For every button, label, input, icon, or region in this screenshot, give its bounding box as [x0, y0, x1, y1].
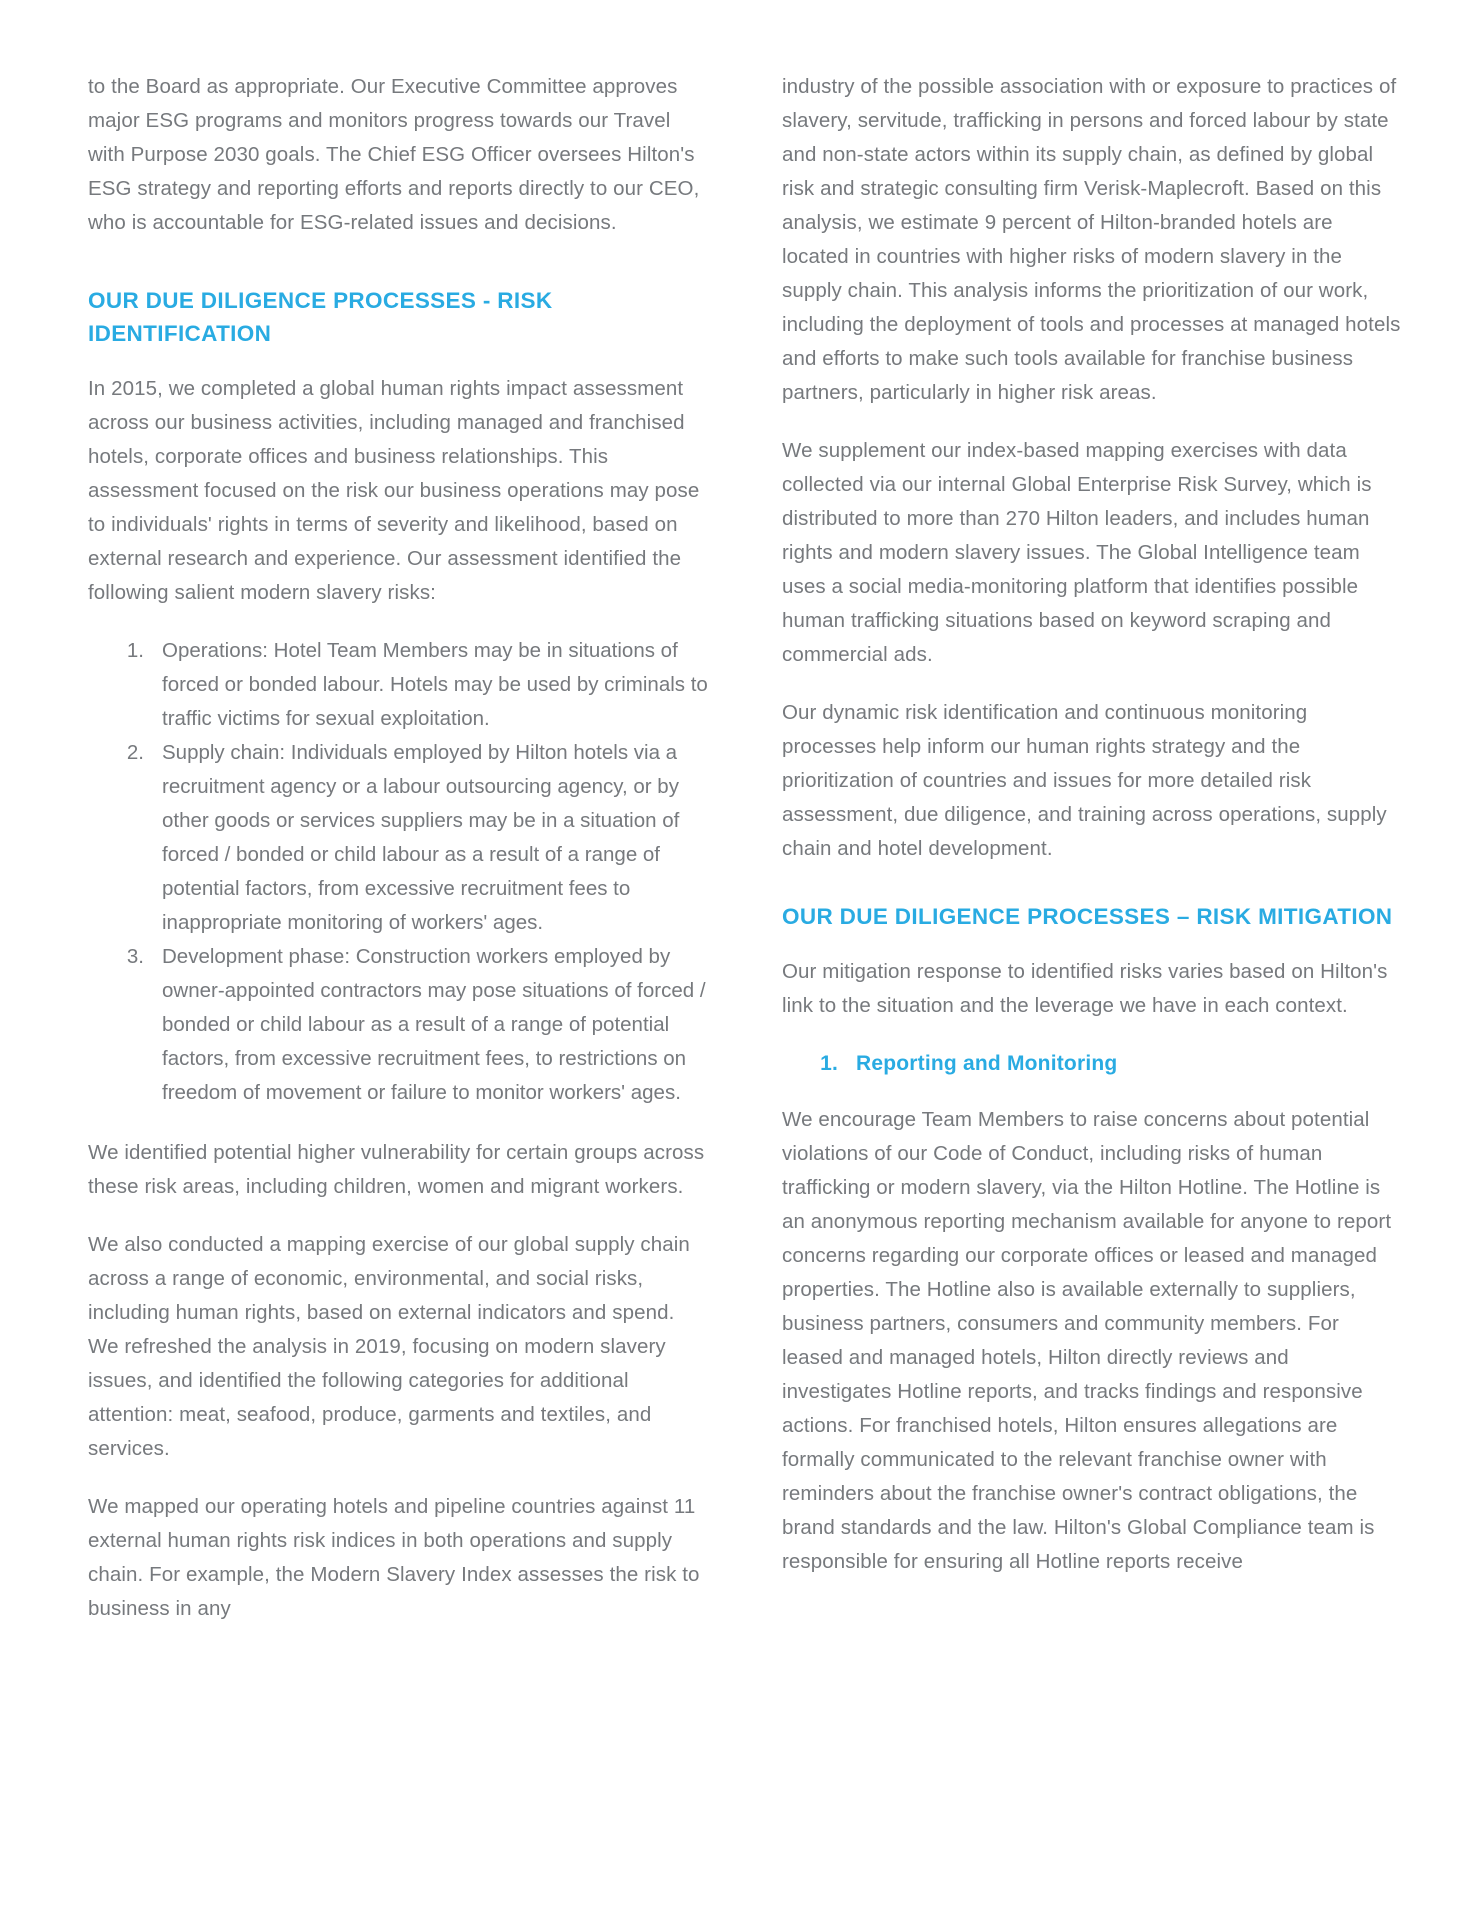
left-column — [88, 70, 708, 1650]
list-item: Supply chain: Individuals employed by Hilton hotels via a recruitment agency or a labour outsourcing agency, or by other goods or services suppliers may be in a situation of forced / bonded or child labour as a result of a range of potential factors, from excessive recruitment fees to inappropriate monitoring of workers' ages. — [162, 741, 680, 934]
paragraph-assessment: In 2015, we completed a global human rights impact assessment across our business activities, including managed and franchised hotels, corporate offices and business relationships. This assessment focused on the risk our business operations may pose to individuals' rights in terms of severity and likelihood, based on external research and experience. Our assessment identified the following salient modern slavery risks: — [88, 377, 700, 604]
heading-risk-mitigation: OUR DUE DILIGENCE PROCESSES – RISK MITIGATION — [782, 904, 1393, 929]
paragraph-mitigation-response: Our mitigation response to identified risks varies based on Hilton's link to the situation and the leverage we have in each context. — [782, 960, 1388, 1017]
paragraph-dynamic-risk: Our dynamic risk identification and continuous monitoring processes help inform our human rights strategy and the prioritization of countries and issues for more detailed risk assessment, due diligence, and training across operations, supply chain and hotel development. — [782, 701, 1387, 860]
mitigation-steps-list — [782, 1047, 1402, 1081]
list-item: Development phase: Construction workers employed by owner-appointed contractors may pose situations of forced / bonded or child labour as a result of a range of potential factors, from excessive recruitment fees, to restrictions on freedom of movement or failure to monitor workers' ages. — [162, 945, 706, 1104]
heading-risk-identification: OUR DUE DILIGENCE PROCESSES - RISK IDENTIFICATION — [88, 288, 553, 346]
two-column-layout — [88, 70, 1401, 1650]
list-item: Operations: Hotel Team Members may be in situations of forced or bonded labour. Hotels may be used by criminals to traffic victims for sexual exploitation. — [162, 639, 708, 730]
right-column — [782, 70, 1402, 1603]
paragraph-enterprise-risk-survey: We supplement our index-based mapping exercises with data collected via our internal Global Enterprise Risk Survey, which is distributed to more than 270 Hilton leaders, and includes human rights and modern slavery issues. The Global Intelligence team uses a social media-monitoring platform that identifies possible human trafficking situations based on keyword scraping and commercial ads. — [782, 439, 1372, 666]
paragraph-vulnerability: We identified potential higher vulnerability for certain groups across these risk areas, including children, women and migrant workers. — [88, 1141, 705, 1198]
list-item: Reporting and Monitoring — [856, 1052, 1118, 1075]
salient-risks-list — [88, 634, 708, 1110]
paragraph-intro: to the Board as appropriate. Our Executive Committee approves major ESG programs and monitors progress towards our Travel with Purpose 2030 goals. The Chief ESG Officer oversees Hilton's ESG strategy and reporting efforts and reports directly to our CEO, who is accountable for ESG-related issues and decisions. — [88, 75, 700, 234]
paragraph-hotline: We encourage Team Members to raise concerns about potential violations of our Code of Conduct, including risks of human trafficking or modern slavery, via the Hilton Hotline. The Hotline is an anonymous reporting mechanism available for anyone to report concerns regarding our corporate offices or leased and managed properties. The Hotline also is available externally to suppliers, business partners, consumers and community members. For leased and managed hotels, Hilton directly reviews and investigates Hotline reports, and tracks findings and responsive actions. For franchised hotels, Hilton ensures allegations are formally communicated to the relevant franchise owner with reminders about the franchise owner's contract obligations, the brand standards and the law. Hilton's Global Compliance team is responsible for ensuring all Hotline reports receive — [782, 1108, 1392, 1573]
paragraph-continued: industry of the possible association with or exposure to practices of slavery, servitude, trafficking in persons and forced labour by state and non-state actors within its supply chain, as defined by global risk and strategic consulting firm Verisk-Maplecroft. Based on this analysis, we estimate 9 percent of Hilton-branded hotels are located in countries with higher risks of modern slavery in the supply chain. This analysis informs the prioritization of our work, including the deployment of tools and processes at managed hotels and efforts to make such tools available for franchise business partners, particularly in higher risk areas. — [782, 75, 1401, 404]
paragraph-supply-chain-mapping: We also conducted a mapping exercise of our global supply chain across a range of economic, environmental, and social risks, including human rights, based on external indicators and spend. We refreshed the analysis in 2019, focusing on modern slavery issues, and identified the following categories for additional attention: meat, seafood, produce, garments and textiles, and services. — [88, 1233, 690, 1460]
paragraph-risk-indices: We mapped our operating hotels and pipeline countries against 11 external human rights risk indices in both operations and supply chain. For example, the Modern Slavery Index assesses the risk to business in any — [88, 1495, 700, 1620]
